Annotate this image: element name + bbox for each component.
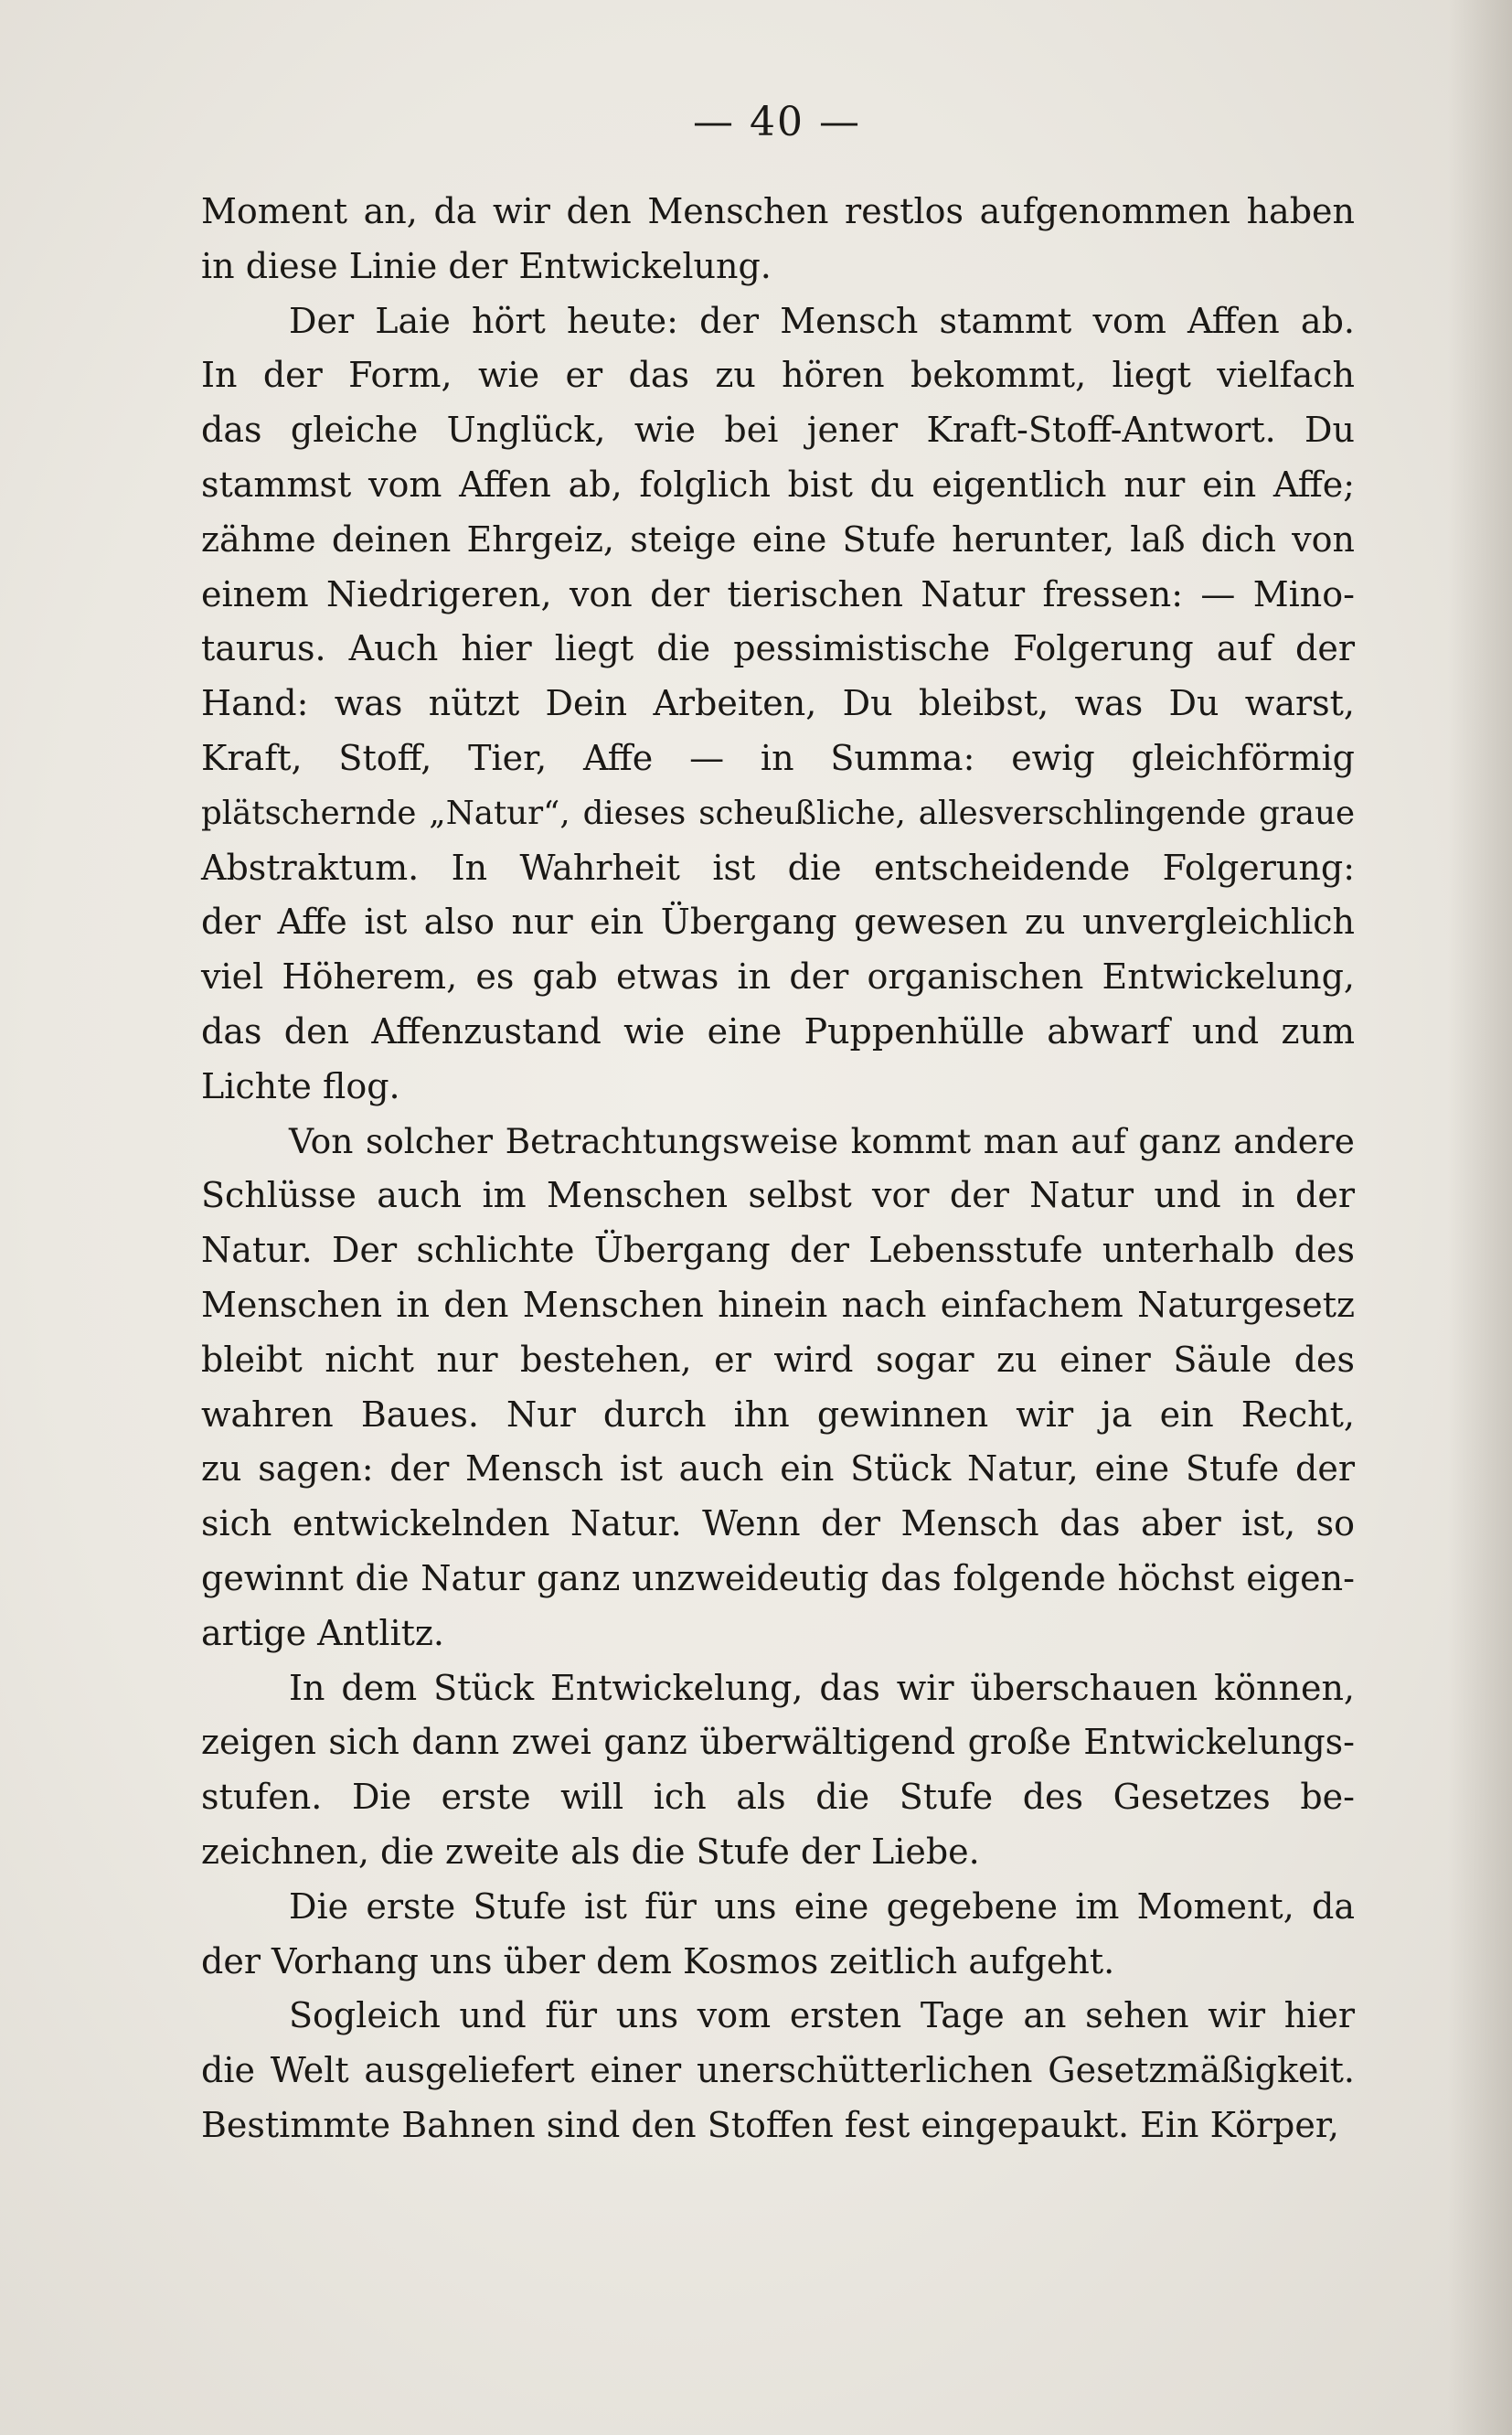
text-line: Moment an, da wir den Menschen restlos aufgenommen haben	[201, 191, 1355, 231]
paragraph	[201, 1989, 1355, 2152]
page-edge-shadow	[1448, 0, 1512, 2435]
text-line: Sogleich und für uns vom ersten Tage an sehen wir hier	[289, 1995, 1355, 2036]
page-number: — 40 —	[693, 99, 861, 145]
text-line: taurus. Auch hier liegt die pessimistische Folgerung auf der	[201, 628, 1355, 669]
text-line: Abstraktum. In Wahrheit ist die entscheidende Folgerung:	[201, 847, 1355, 888]
text-line: Kraft, Stoff, Tier, Affe — in Summa: ewig gleichförmig	[201, 737, 1355, 778]
text-line: das gleiche Unglück, wie bei jener Kraft-Stoff-Antwort. Du	[201, 410, 1355, 451]
text-line: zähme deinen Ehrgeiz, steige eine Stufe herunter, laß dich von	[201, 518, 1355, 560]
paragraph	[201, 1115, 1355, 1661]
text-line: In der Form, wie er das zu hören bekommt, liegt vielfach	[201, 355, 1355, 396]
text-line: Von solcher Betrachtungsweise kommt man auf ganz andere	[289, 1120, 1355, 1161]
paragraph	[201, 185, 1355, 294]
text-line: Bestimmte Bahnen sind den Stoffen fest eingepaukt. Ein Körper,	[201, 2104, 1339, 2145]
text-line: einem Niedrigeren, von der tierischen Natur fressen: — Mino-	[201, 573, 1355, 614]
text-line: der Affe ist also nur ein Übergang gewesen zu unvergleichlich	[201, 902, 1355, 943]
text-line: zeichnen, die zweite als die Stufe der Liebe.	[201, 1831, 980, 1872]
text-line: die Welt ausgeliefert einer unerschütterlichen Gesetzmäßigkeit.	[201, 2050, 1355, 2091]
text-line: stammst vom Affen ab, folglich bist du eigentlich nur ein Affe;	[201, 464, 1355, 505]
paragraph	[201, 1880, 1355, 1990]
text-line: zeigen sich dann zwei ganz überwältigend große Entwickelungs-	[201, 1722, 1355, 1763]
text-line: Der Laie hört heute: der Mensch stammt vom Affen ab.	[289, 300, 1355, 341]
text-line: Menschen in den Menschen hinein nach einfachem Naturgesetz	[201, 1284, 1355, 1325]
body-text	[201, 185, 1355, 2153]
text-line: der Vorhang uns über dem Kosmos zeitlich aufgeht.	[201, 1940, 1115, 1981]
text-line: Die erste Stufe ist für uns eine gegebene im Moment, da	[289, 1885, 1355, 1927]
text-line: in diese Linie der Entwickelung.	[201, 245, 772, 286]
text-line: Natur. Der schlichte Übergang der Lebensstufe unterhalb des	[201, 1230, 1355, 1271]
text-line: gewinnt die Natur ganz unzweideutig das folgende höchst eigen-	[201, 1557, 1355, 1598]
paragraph	[201, 294, 1355, 1115]
text-line: Lichte flog.	[201, 1065, 400, 1106]
text-line: das den Affenzustand wie eine Puppenhülle abwarf und zum	[201, 1010, 1355, 1052]
paragraph	[201, 1661, 1355, 1880]
text-line: zu sagen: der Mensch ist auch ein Stück Natur, eine Stufe der	[201, 1448, 1355, 1490]
text-line: viel Höherem, es gab etwas in der organischen Entwickelung,	[201, 956, 1355, 998]
text-line: wahren Baues. Nur durch ihn gewinnen wir ja ein Recht,	[201, 1394, 1355, 1435]
text-line: stufen. Die erste will ich als die Stufe des Gesetzes be-	[201, 1777, 1355, 1818]
text-line: sich entwickelnden Natur. Wenn der Mensch das aber ist, so	[201, 1503, 1355, 1544]
text-line: In dem Stück Entwickelung, das wir überschauen können,	[289, 1667, 1355, 1708]
text-line: artige Antlitz.	[201, 1612, 444, 1653]
text-line: Hand: was nützt Dein Arbeiten, Du bleibst, was Du warst,	[201, 683, 1355, 724]
text-line: bleibt nicht nur bestehen, er wird sogar zu einer Säule des	[201, 1339, 1355, 1380]
text-line: plätschernde „Natur“, dieses scheußliche, allesverschlingende graue	[201, 794, 1355, 832]
text-line: Schlüsse auch im Menschen selbst vor der Natur und in der	[201, 1175, 1355, 1216]
